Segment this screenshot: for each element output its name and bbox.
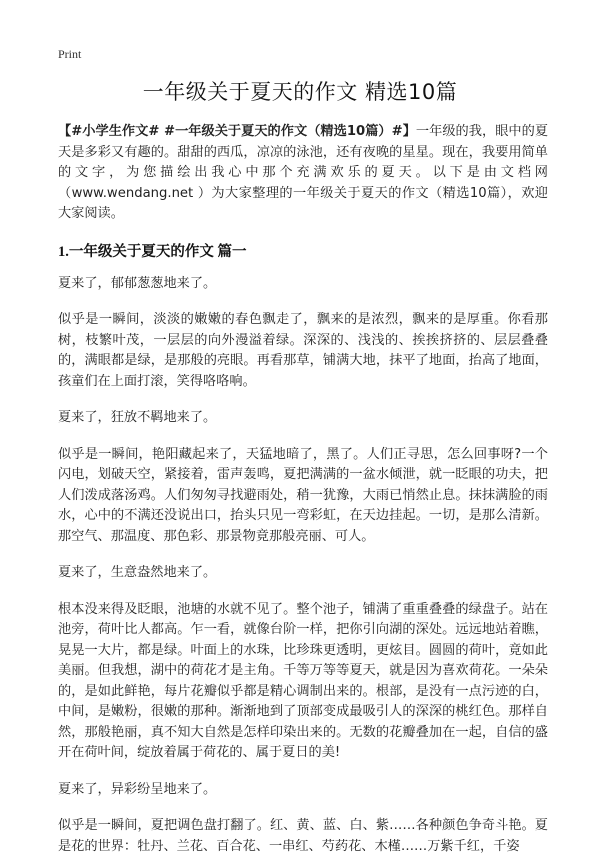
- paragraph-8: 似乎是一瞬间，夏把调色盘打翻了。红、黄、蓝、白、紫……各种颜色争奇斗艳。夏是花的世界：牡丹、兰花、百合花、一串红、芍药花、木槿……万紫千红，千姿: [58, 818, 548, 854]
- section-heading: 1.一年级关于夏天的作文 篇一: [58, 243, 247, 260]
- paragraph-4: 似乎是一瞬间，艳阳藏起来了，天猛地暗了，黑了。人们正寻思，怎么回事呀?一个闪电，划破天空，紧接着，雷声轰鸣，夏把满满的一盆水倾泄，就一眨眼的功夫，把人们泼成落汤鸡。人们匆匆寻找避雨处，稍一犹豫，大雨已悄然止息。抹抹满脸的雨水，心中的不满还没说出口，抬头只见一弯彩虹，在天边挂起。一切，是那么清新。那空气、那温度、那色彩、那景物竟那般亮丽、可人。: [58, 446, 548, 544]
- paragraph-7: 夏来了，异彩纷呈地来了。: [58, 781, 217, 797]
- paragraph-3: 夏来了，狂放不羁地来了。: [58, 410, 217, 425]
- document-title: 一年级关于夏天的作文 精选10篇: [142, 80, 458, 104]
- intro-paragraph: [58, 122, 548, 225]
- paragraph-5: 夏来了，生意盎然地来了。: [58, 565, 217, 580]
- intro-text: 一年级的我，眼中的夏天是多彩又有趣的。甜甜的西瓜，凉凉的泳池，还有夜晚的星星。现在，我要用简单的文字，为您描绘出我心中那个充满欢乐的夏天。以下是由文档网（www.wendang.net ）为大家整理的一年级关于夏天的作文（精选10篇），欢迎大家阅读。: [58, 124, 549, 221]
- paragraph-1: 夏来了，郁郁葱葱地来了。: [58, 275, 217, 291]
- print-label[interactable]: Print: [58, 47, 82, 61]
- intro-tag-heading: 【#小学生作文# #一年级关于夏天的作文（精选10篇）#】: [58, 124, 416, 139]
- paragraph-6: 根本没来得及眨眼，池塘的水就不见了。整个池子，铺满了重重叠叠的绿盘子。站在池旁，荷叶比人都高。乍一看，就像台阶一样，把你引向湖的深处。远远地站着瞧，晃晃一大片，都是绿。叶面上的水珠，比珍珠更透明，更炫目。圆圆的荷叶，竟如此美丽。但我想，湖中的荷花才是主角。千等万等等夏天，就是因为喜欢荷花。一朵朵的，是如此鲜艳，每片花瓣似乎都是精心调制出来的。根部，是没有一点污迹的白，中间，是嫩粉，很嫩的那种。渐渐地到了顶部变成最吸引人的深深的桃红色。那样自然，那般艳丽，真不知大自然是怎样印染出来的。无数的花瓣叠加在一起，自信的盛开在荷叶间，绽放着属于荷花的、属于夏日的美!: [58, 601, 548, 760]
- document-body: [58, 122, 548, 857]
- paragraph-2: 似乎是一瞬间，淡淡的嫩嫩的春色飘走了，飘来的是浓烈，飘来的是厚重。你看那树，枝繁叶茂，一层层的向外漫溢着绿。深深的、浅浅的、挨挨挤挤的、层层叠叠的，满眼都是绿，是那般的亮眼。再看那草，铺满大地，抹平了地面，抬高了地面，孩童们在上面打滚，笑得咯咯响。: [58, 312, 548, 389]
